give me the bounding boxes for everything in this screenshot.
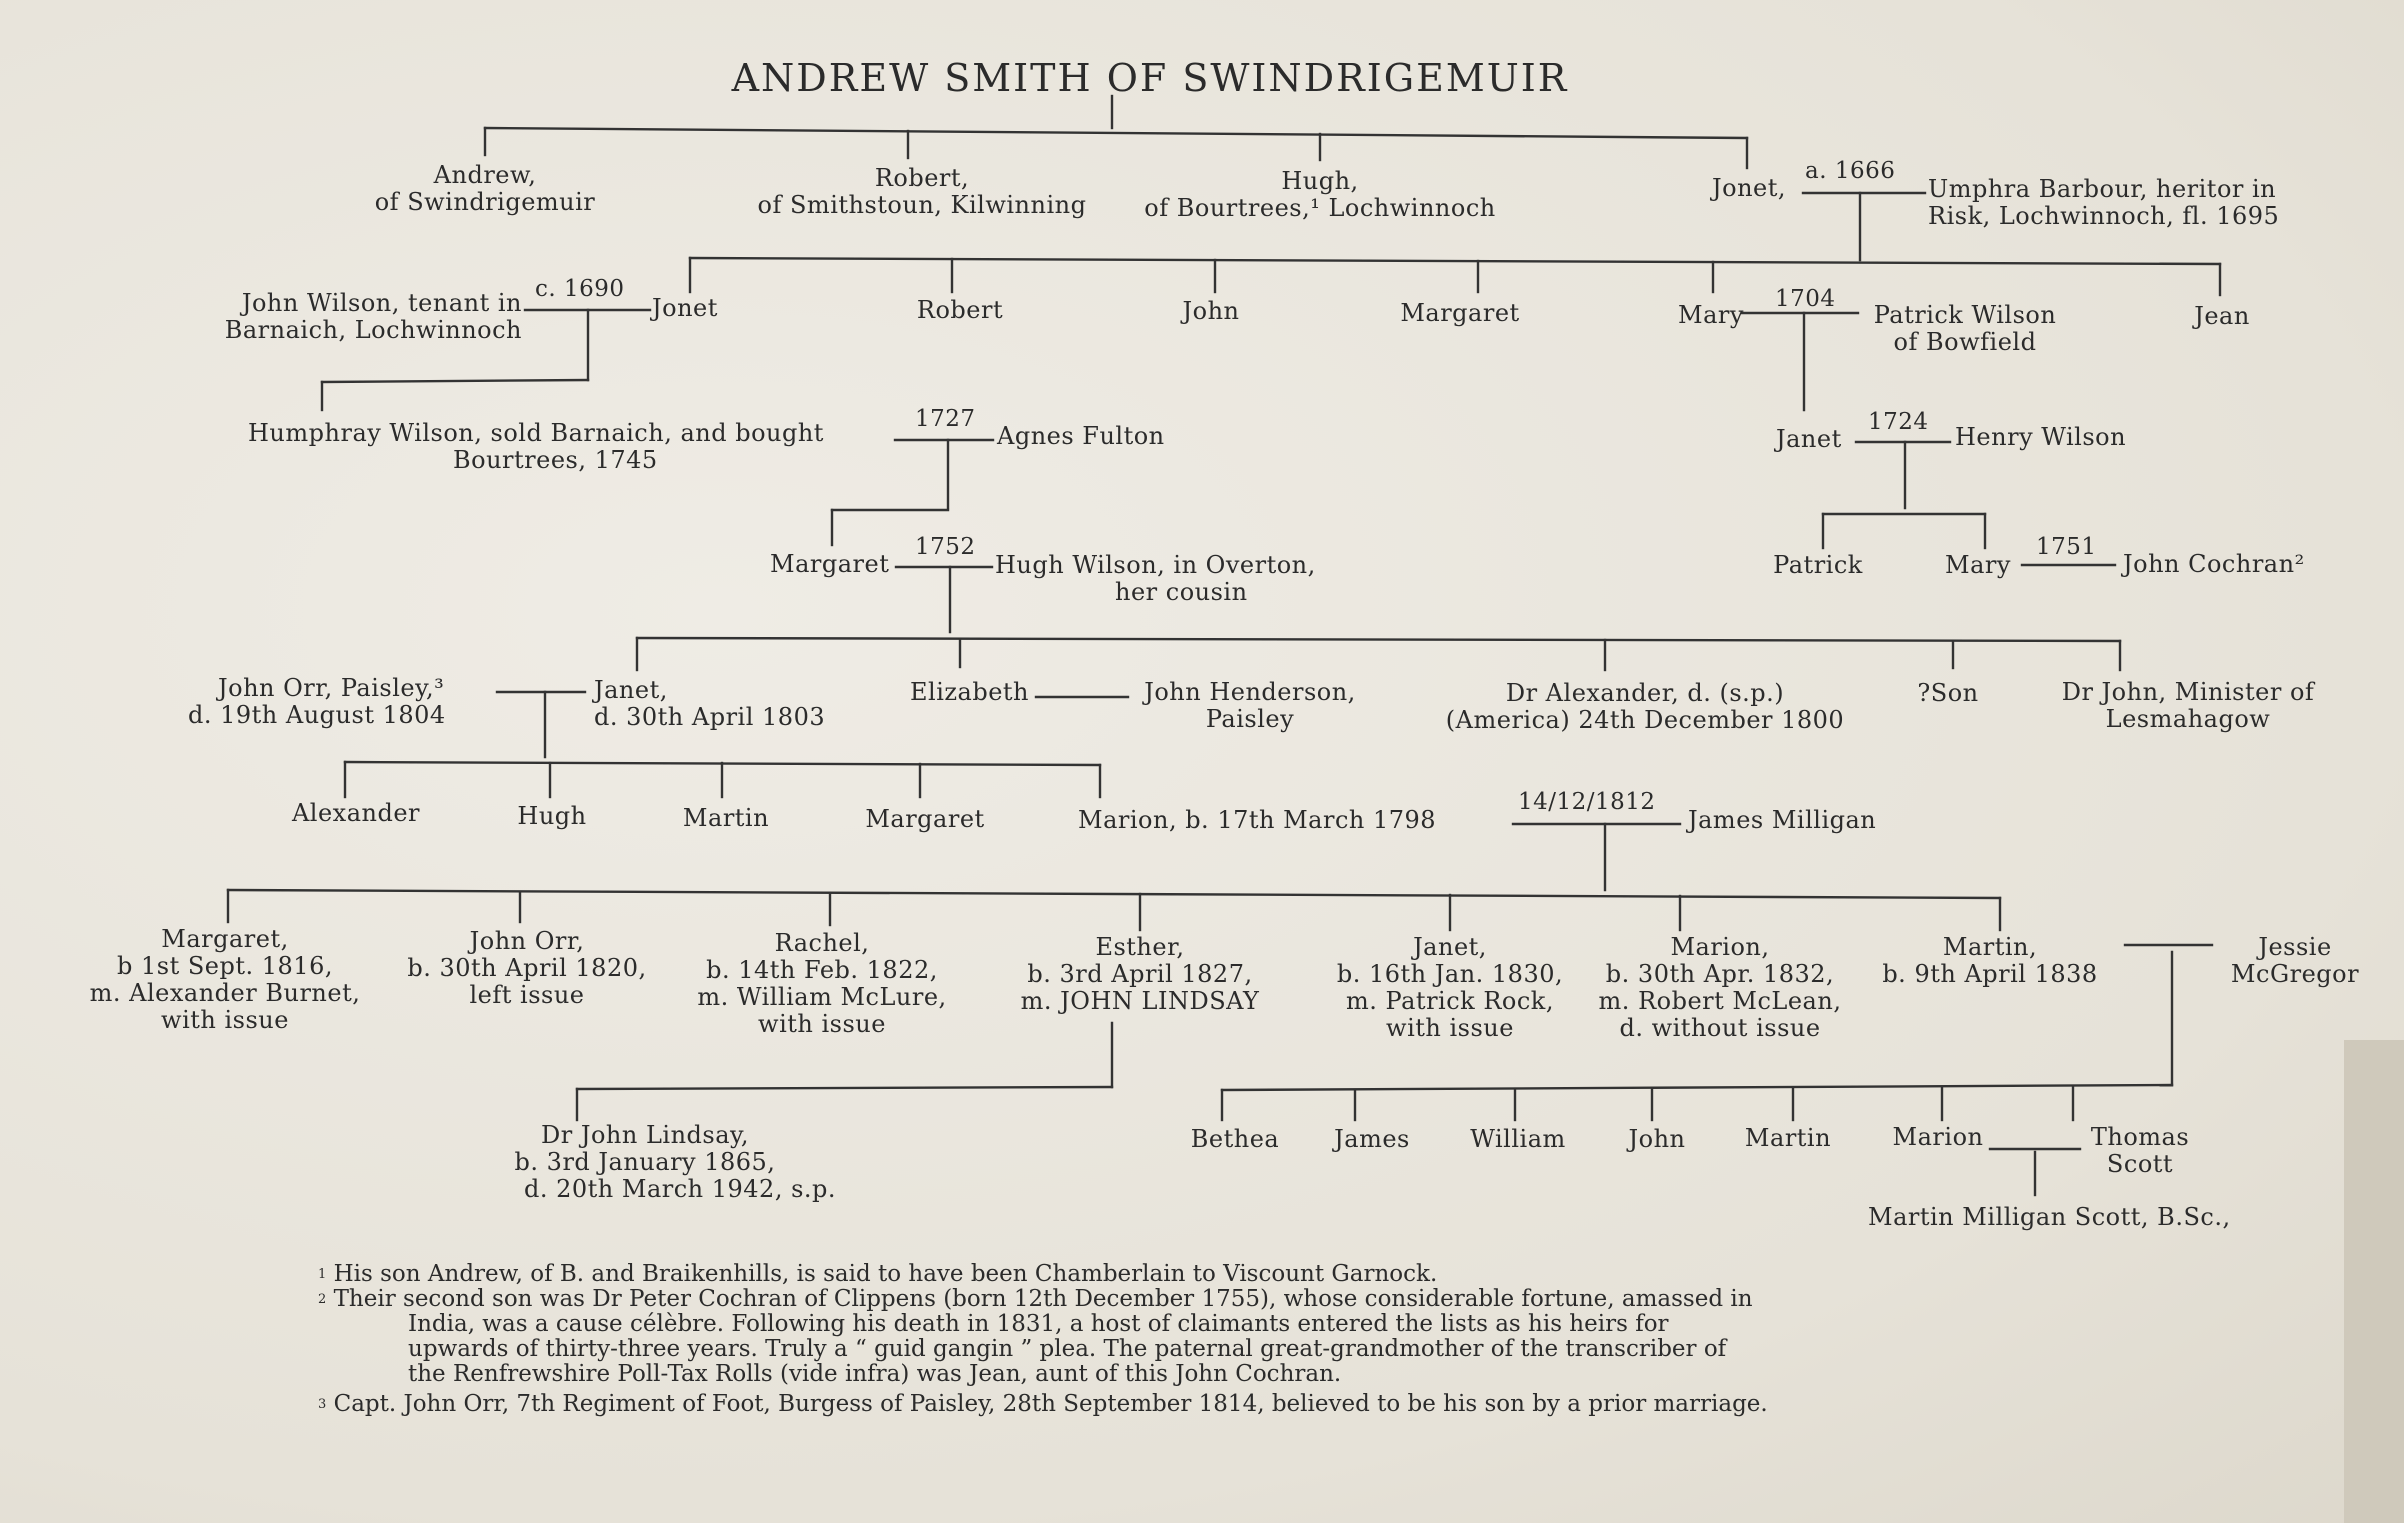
label-line: Bourtrees, 1745 bbox=[453, 446, 658, 474]
janet-gen7 bbox=[1337, 934, 1563, 1042]
label-line: Janet, bbox=[1413, 933, 1487, 961]
henry-wilson: Henry Wilson bbox=[1955, 423, 2127, 451]
humphray-wilson bbox=[248, 420, 824, 474]
footnote-text: His son Andrew, of B. and Braikenhills, is said to have been Chamberlain to Viscount Garnock. bbox=[333, 1261, 1438, 1287]
margaret-gen6: Margaret bbox=[865, 805, 985, 833]
label-line: with issue bbox=[1386, 1014, 1514, 1042]
torn-paper-edge bbox=[2344, 1040, 2404, 1523]
dr-alexander bbox=[1446, 680, 1844, 734]
label-line: Jessie bbox=[2258, 933, 2332, 961]
footnote-text: Capt. John Orr, 7th Regiment of Foot, Burgess of Paisley, 28th September 1814, believed to be his son by a prior marriage. bbox=[333, 1391, 1768, 1417]
label-line: Robert, bbox=[874, 164, 970, 192]
mary-gen2: Mary bbox=[1678, 301, 1744, 329]
connector bbox=[1222, 1085, 2172, 1090]
connector bbox=[322, 380, 588, 382]
label-line: Martin, bbox=[1942, 933, 2038, 961]
label-line: Lesmahagow bbox=[2105, 705, 2271, 733]
footnote-text: Their second son was Dr Peter Cochran of Clippens (born 12th December 1755), whose considerable fortune, amassed in bbox=[333, 1286, 1753, 1312]
janet-gen3: Janet bbox=[1776, 425, 1842, 453]
dr-john-lesmahagow bbox=[2062, 679, 2315, 733]
label-line: Hugh, bbox=[1281, 167, 1359, 195]
label-line: Umphra Barbour, heritor in bbox=[1928, 175, 2277, 203]
robert-of-smithstoun bbox=[758, 165, 1087, 219]
marriage-year: 1751 bbox=[2036, 534, 2097, 560]
marriage-year: 1704 bbox=[1775, 286, 1836, 312]
janet-gen5 bbox=[594, 677, 825, 731]
john-gen2: John bbox=[1182, 297, 1240, 325]
label-line: of Swindrigemuir bbox=[374, 188, 596, 216]
martin-gen6: Martin bbox=[682, 804, 770, 832]
robert-gen2: Robert bbox=[916, 296, 1004, 324]
connector bbox=[637, 638, 2120, 641]
footnote-number: 2 bbox=[318, 1292, 327, 1307]
bethea: Bethea bbox=[1190, 1125, 1280, 1153]
label-line: Esther, bbox=[1095, 933, 1185, 961]
label-line: b. 3rd January 1865, bbox=[514, 1148, 776, 1176]
label-line: m. Alexander Burnet, bbox=[89, 979, 361, 1007]
john-orr-gen7 bbox=[407, 928, 646, 1009]
thomas-scott bbox=[2091, 1124, 2189, 1178]
connector bbox=[228, 890, 2000, 898]
label-line: her cousin bbox=[1115, 578, 1248, 606]
label-line: b. 9th April 1838 bbox=[1882, 960, 2098, 988]
hugh-of-bourtrees bbox=[1144, 168, 1495, 222]
label-line: b 1st Sept. 1816, bbox=[117, 952, 333, 980]
label-line: Dr John Lindsay, bbox=[540, 1121, 750, 1149]
marriage-year: 14/12/1812 bbox=[1518, 789, 1656, 815]
label-line: John Orr, bbox=[469, 927, 585, 955]
label-line: m. Patrick Rock, bbox=[1346, 987, 1554, 1015]
alexander-gen6: Alexander bbox=[291, 799, 421, 827]
label-line: Humphray Wilson, sold Barnaich, and bought bbox=[248, 419, 824, 447]
footnote-text: India, was a cause célèbre. Following his death in 1831, a host of claimants entered the lists as his heirs for bbox=[408, 1311, 1669, 1337]
label-line: b. 30th Apr. 1832, bbox=[1605, 960, 1835, 988]
martin-gen8: Martin bbox=[1744, 1124, 1832, 1152]
label-line: Paisley bbox=[1205, 705, 1295, 733]
marriage-year: 1724 bbox=[1868, 409, 1929, 435]
john-gen8: John bbox=[1628, 1125, 1686, 1153]
rachel bbox=[697, 930, 946, 1038]
marriage-year: 1727 bbox=[915, 406, 976, 432]
footnote-number: 3 bbox=[318, 1397, 327, 1412]
footnote-2 bbox=[318, 1287, 1753, 1387]
margaret-gen4: Margaret bbox=[770, 550, 890, 578]
label-line: Thomas bbox=[2090, 1123, 2190, 1151]
label-line: b. 30th April 1820, bbox=[407, 954, 647, 982]
hugh-wilson-overton bbox=[995, 552, 1316, 606]
marion-gen6: Marion, b. 17th March 1798 bbox=[1078, 806, 1437, 834]
jessie-mcgregor bbox=[2231, 934, 2359, 988]
label-line: Margaret, bbox=[161, 925, 289, 953]
marriage-year: 1752 bbox=[915, 534, 976, 560]
label-line: Patrick Wilson bbox=[1873, 301, 2057, 329]
footnote-number: 1 bbox=[318, 1267, 327, 1282]
margaret-gen7 bbox=[90, 926, 361, 1034]
label-line: John Wilson, tenant in bbox=[241, 289, 522, 317]
label-line: left issue bbox=[469, 981, 585, 1009]
john-orr-paisley bbox=[188, 675, 446, 729]
umphra-barbour bbox=[1928, 176, 2279, 230]
label-line: b. 3rd April 1827, bbox=[1027, 960, 1253, 988]
label-line: Dr John, Minister of bbox=[2061, 678, 2315, 706]
label-line: with issue bbox=[758, 1010, 886, 1038]
label-line: John Orr, Paisley,³ bbox=[218, 674, 445, 702]
margaret-gen2: Margaret bbox=[1400, 299, 1520, 327]
jonet-gen2: Jonet bbox=[652, 294, 718, 322]
patrick-gen4: Patrick bbox=[1773, 551, 1863, 579]
john-cochran: John Cochran² bbox=[2123, 550, 2305, 578]
label-line: m. Robert McLean, bbox=[1598, 987, 1842, 1015]
chart-title: ANDREW SMITH OF SWINDRIGEMUIR bbox=[731, 56, 1569, 100]
label-line: Andrew, bbox=[433, 161, 537, 189]
footnote-text: upwards of thirty-three years. Truly a “ guid gangin ” plea. The paternal great-grandmother of the transcriber of bbox=[408, 1336, 1727, 1362]
label-line: m. William McLure, bbox=[697, 983, 947, 1011]
agnes-fulton: Agnes Fulton bbox=[997, 422, 1165, 450]
label-line: d. 30th April 1803 bbox=[594, 703, 826, 731]
martin-milligan-scott: Martin Milligan Scott, B.Sc., bbox=[1868, 1203, 2231, 1231]
label-line: b. 16th Jan. 1830, bbox=[1336, 960, 1564, 988]
label-line: d. 19th August 1804 bbox=[188, 701, 446, 729]
label-line: Barnaich, Lochwinnoch bbox=[224, 316, 522, 344]
mary-gen4: Mary bbox=[1945, 551, 2011, 579]
footnote-3 bbox=[318, 1392, 1768, 1417]
marriage-year: a. 1666 bbox=[1805, 158, 1896, 184]
esther bbox=[1021, 934, 1260, 1015]
label-line: Scott bbox=[2106, 1150, 2174, 1178]
patrick-wilson-of-bowfield bbox=[1874, 302, 2057, 356]
label-line: of Bourtrees,¹ Lochwinnoch bbox=[1144, 194, 1496, 222]
label-line: of Smithstoun, Kilwinning bbox=[757, 191, 1087, 219]
label-line: Dr Alexander, d. (s.p.) bbox=[1505, 679, 1785, 707]
label-line: Hugh Wilson, in Overton, bbox=[995, 551, 1316, 579]
son-unknown: ?Son bbox=[1917, 679, 1979, 707]
martin-gen7 bbox=[1882, 934, 2097, 988]
jean: Jean bbox=[2194, 302, 2250, 330]
label-line: of Bowfield bbox=[1893, 328, 2037, 356]
label-line: John Henderson, bbox=[1144, 678, 1356, 706]
label-line: Risk, Lochwinnoch, fl. 1695 bbox=[1928, 202, 2280, 230]
connector bbox=[577, 1087, 1112, 1089]
connector bbox=[690, 258, 2220, 264]
label-line: McGregor bbox=[2230, 960, 2360, 988]
label-line: d. without issue bbox=[1619, 1014, 1821, 1042]
label-line: b. 14th Feb. 1822, bbox=[706, 956, 938, 984]
william: William bbox=[1470, 1125, 1566, 1153]
james-gen8: James bbox=[1334, 1125, 1410, 1153]
john-henderson bbox=[1144, 679, 1356, 733]
andrew-of-swindrigemuir bbox=[375, 162, 596, 216]
footnote-text: the Renfrewshire Poll-Tax Rolls (vide infra) was Jean, aunt of this John Cochran. bbox=[408, 1361, 1342, 1387]
label-line: m. JOHN LINDSAY bbox=[1020, 987, 1260, 1015]
john-wilson bbox=[225, 290, 522, 344]
jonet-gen1: Jonet, bbox=[1712, 174, 1787, 202]
label-line: Marion, bbox=[1670, 933, 1770, 961]
james-milligan: James Milligan bbox=[1688, 806, 1877, 834]
label-line: with issue bbox=[161, 1006, 289, 1034]
label-line: Rachel, bbox=[774, 929, 870, 957]
footnote-1 bbox=[318, 1262, 1437, 1287]
label-line: Janet, bbox=[594, 676, 668, 704]
elizabeth: Elizabeth bbox=[910, 678, 1029, 706]
label-line: d. 20th March 1942, s.p. bbox=[523, 1175, 837, 1203]
label-line: (America) 24th December 1800 bbox=[1445, 706, 1845, 734]
hugh-gen6: Hugh bbox=[517, 802, 587, 830]
connector bbox=[485, 128, 1747, 138]
marion-gen8: Marion bbox=[1892, 1123, 1984, 1151]
dr-john-lindsay bbox=[454, 1122, 836, 1203]
marriage-year: c. 1690 bbox=[535, 276, 625, 302]
marion-gen7 bbox=[1599, 934, 1842, 1042]
